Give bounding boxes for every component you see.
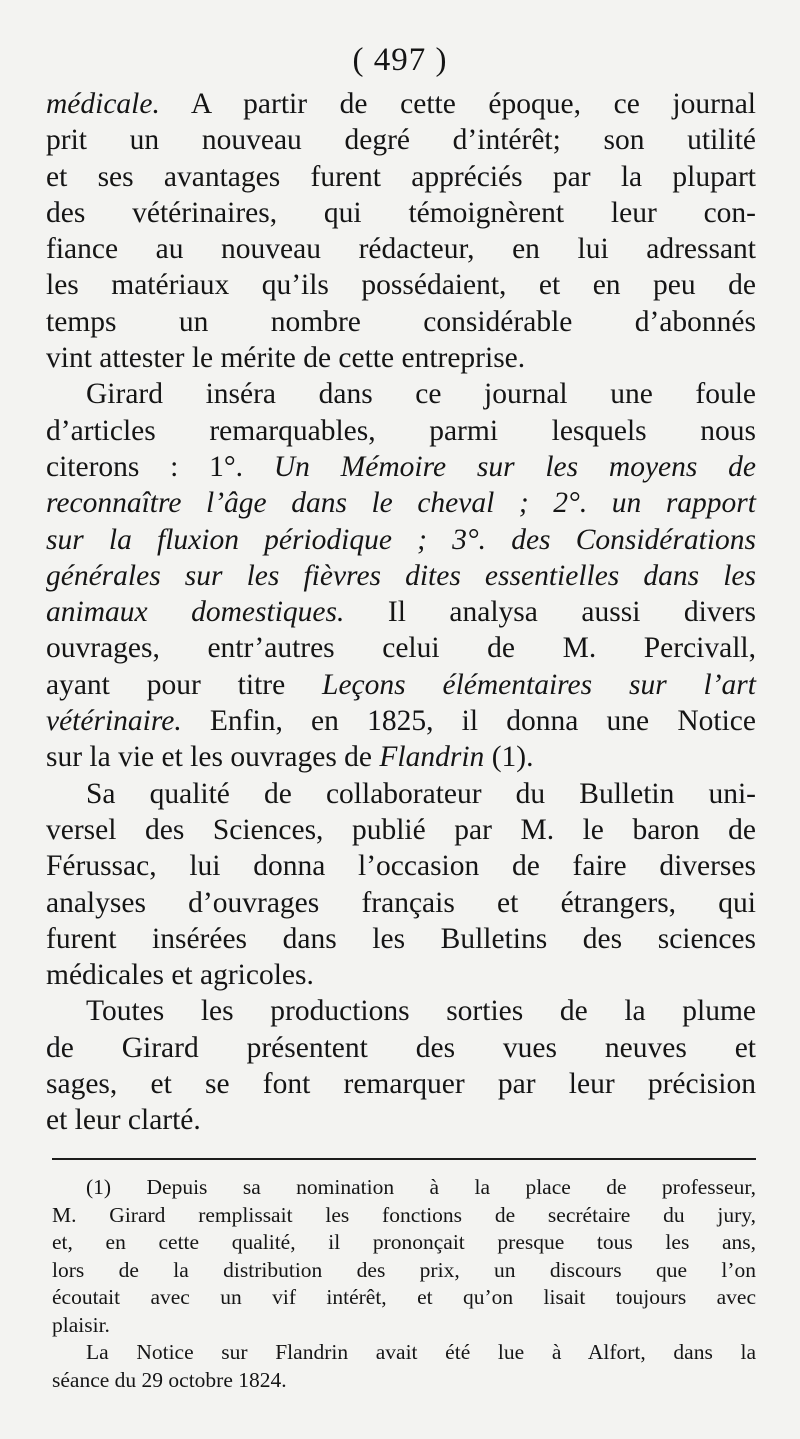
footnote-line: et, en cette qualité, il prononçait presque tous les ans, bbox=[52, 1230, 756, 1254]
italic-text: Leçons élémentaires sur l’art bbox=[322, 668, 756, 701]
footnote-line: M. Girard remplissait les fonctions de secrétaire du jury, bbox=[52, 1202, 756, 1227]
footnote-line: La Notice sur Flandrin avait été lue à Alfort, dans la bbox=[86, 1340, 756, 1364]
footnote-divider bbox=[52, 1158, 756, 1160]
text-line: vint attester le mérite de cette entreprise. bbox=[46, 342, 526, 375]
text-line: sur la fluxion périodique ; 3°. des Considérations bbox=[46, 523, 756, 556]
paragraph-4 bbox=[46, 993, 756, 1138]
text-line: sages, et se font remarquer par leur précision bbox=[46, 1068, 756, 1101]
text-line: et ses avantages furent appréciés par la plupart bbox=[46, 160, 756, 193]
footnote bbox=[52, 1174, 756, 1394]
text-line: fiance au nouveau rédacteur, en lui adressant bbox=[46, 233, 756, 266]
paragraph-1 bbox=[46, 86, 756, 376]
text-span: Enfin, en 1825, il donna une Notice bbox=[181, 705, 756, 738]
text-line bbox=[46, 703, 756, 739]
footnote-line: écoutait avec un vif intérêt, et qu’on lisait toujours avec bbox=[52, 1285, 756, 1309]
text-line: des vétérinaires, qui témoignèrent leur con- bbox=[46, 196, 756, 229]
text-line: Férussac, lui donna l’occasion de faire diverses bbox=[46, 850, 756, 883]
text-line: et leur clarté. bbox=[46, 1104, 201, 1137]
text-line bbox=[46, 86, 756, 122]
text-span: sur la vie et les ouvrages de bbox=[46, 741, 380, 774]
text-span: Il analysa aussi divers bbox=[344, 596, 757, 629]
main-text bbox=[46, 86, 756, 1139]
paragraph-2 bbox=[46, 376, 756, 775]
italic-text: Un Mémoire sur les moyens de bbox=[273, 450, 756, 483]
text-line: furent insérées dans les Bulletins des sciences bbox=[46, 922, 756, 955]
page-number: ( 497 ) bbox=[352, 42, 448, 78]
italic-text: animaux domestiques. bbox=[46, 596, 345, 629]
text-line: temps un nombre considérable d’abonnés bbox=[46, 305, 756, 338]
text-line: reconnaître l’âge dans le cheval ; 2°. un rapport bbox=[46, 487, 756, 520]
footnote-line: lors de la distribution des prix, un discours que l’on bbox=[52, 1257, 756, 1282]
text-line: médicales et agricoles. bbox=[46, 959, 314, 992]
text-line: générales sur les fièvres dites essentielles dans les bbox=[46, 559, 756, 592]
text-line: de Girard présentent des vues neuves et bbox=[46, 1031, 756, 1064]
text-line bbox=[46, 449, 756, 485]
text-line: Toutes les productions sorties de la plume bbox=[86, 995, 756, 1028]
italic-text: vétérinaire. bbox=[46, 705, 182, 738]
footnote-line: (1) Depuis sa nomination à la place de professeur, bbox=[86, 1175, 756, 1199]
italic-text: médicale. bbox=[46, 88, 160, 120]
text-line: d’articles remarquables, parmi lesquels nous bbox=[46, 414, 756, 447]
text-line: ouvrages, entr’autres celui de M. Percivall, bbox=[46, 632, 756, 665]
text-line: analyses d’ouvrages français et étrangers, qui bbox=[46, 886, 756, 919]
footnote-line: plaisir. bbox=[52, 1312, 110, 1337]
footnote-ref: (1). bbox=[484, 741, 534, 774]
italic-text: Flandrin bbox=[379, 741, 485, 774]
text-line: Sa qualité de collaborateur du Bulletin uni- bbox=[86, 777, 756, 810]
text-line bbox=[46, 667, 756, 703]
paragraph-3 bbox=[46, 776, 756, 994]
text-span: ayant pour titre bbox=[46, 668, 323, 701]
footnote-line: séance du 29 octobre 1824. bbox=[52, 1367, 287, 1392]
text-span: A partir de cette époque, ce journal bbox=[159, 88, 756, 120]
text-span: citerons : 1°. bbox=[46, 450, 274, 483]
text-line bbox=[46, 739, 756, 775]
text-line: prit un nouveau degré d’intérêt; son utilité bbox=[46, 124, 756, 157]
text-line bbox=[46, 594, 756, 630]
text-line: Girard inséra dans ce journal une foule bbox=[86, 378, 756, 411]
text-line: les matériaux qu’ils possédaient, et en peu de bbox=[46, 269, 756, 302]
text-line: versel des Sciences, publié par M. le baron de bbox=[46, 813, 756, 846]
